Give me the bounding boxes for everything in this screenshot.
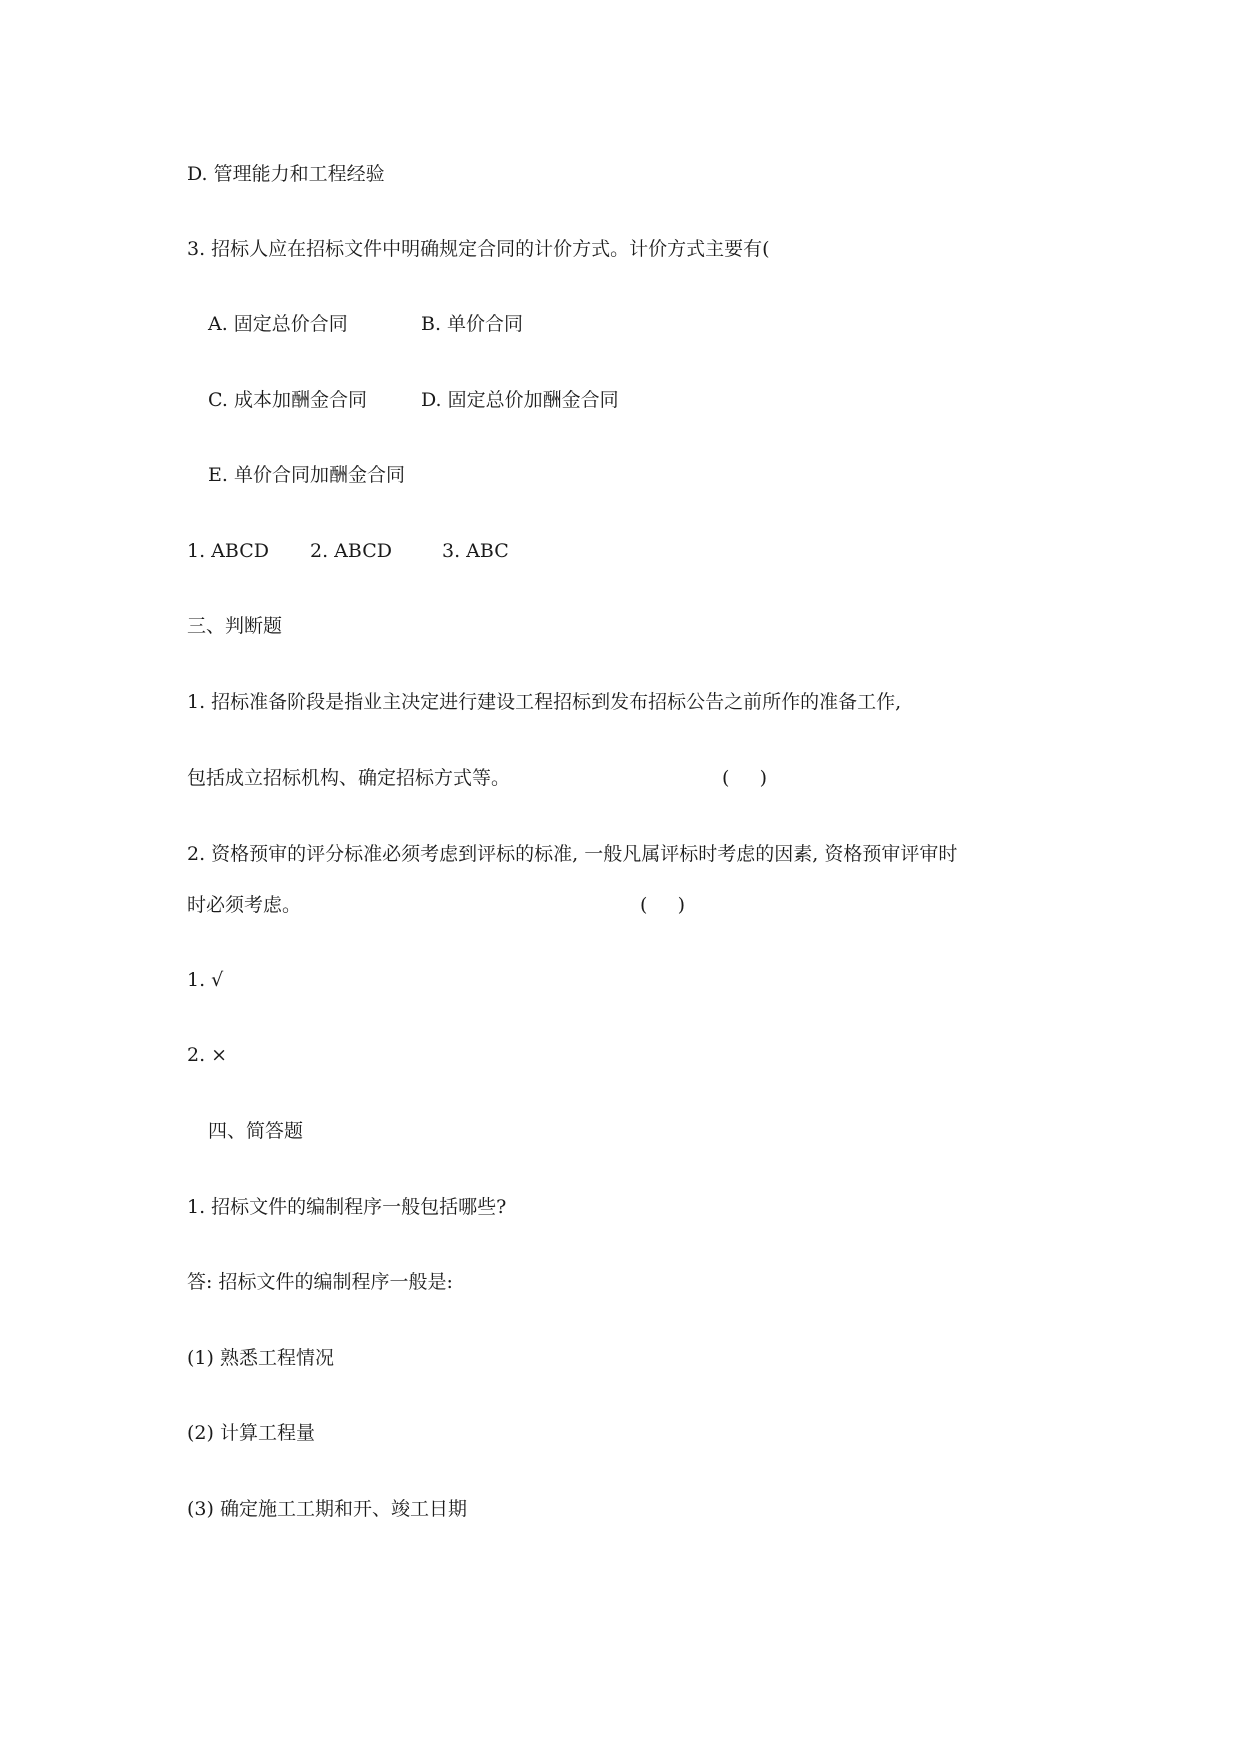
tf-question-2-answer-blank: ( ) bbox=[640, 894, 686, 916]
tf-answer-1: 1. √ bbox=[187, 969, 224, 991]
tf-question-1-line-1: 1. 招标准备阶段是指业主决定进行建设工程招标到发布招标公告之前所作的准备工作, bbox=[187, 691, 902, 713]
tf-answer-2: 2. × bbox=[187, 1044, 228, 1066]
short-answer-1-step-2: (2) 计算工程量 bbox=[187, 1422, 315, 1444]
question-3: 3. 招标人应在招标文件中明确规定合同的计价方式。计价方式主要有( bbox=[187, 238, 770, 260]
option-c: C. 成本加酬金合同 bbox=[208, 389, 367, 411]
multi-answer-3: 3. ABC bbox=[442, 540, 509, 562]
multi-answer-1: 1. ABCD bbox=[187, 540, 269, 562]
tf-question-1-answer-blank: ( ) bbox=[722, 767, 768, 789]
option-e: E. 单价合同加酬金合同 bbox=[208, 464, 405, 486]
option-b: B. 单价合同 bbox=[421, 313, 524, 335]
multi-answer-2: 2. ABCD bbox=[310, 540, 392, 562]
tf-question-2-line-2: 时必须考虑。 bbox=[187, 894, 302, 916]
short-answer-1-step-3: (3) 确定施工工期和开、竣工日期 bbox=[187, 1498, 467, 1520]
prev-option-d: D. 管理能力和工程经验 bbox=[187, 163, 385, 185]
short-answer-question-1: 1. 招标文件的编制程序一般包括哪些? bbox=[187, 1196, 507, 1218]
section-short-answer-title: 四、简答题 bbox=[208, 1120, 304, 1142]
section-judgement-title: 三、判断题 bbox=[187, 615, 283, 637]
tf-question-1-line-2: 包括成立招标机构、确定招标方式等。 bbox=[187, 767, 511, 789]
tf-question-2-line-1: 2. 资格预审的评分标准必须考虑到评标的标准, 一般凡属评标时考虑的因素, 资格预审评审时 bbox=[187, 843, 958, 865]
short-answer-1-intro: 答: 招标文件的编制程序一般是: bbox=[187, 1271, 453, 1293]
option-a: A. 固定总价合同 bbox=[208, 313, 348, 335]
option-d: D. 固定总价加酬金合同 bbox=[421, 389, 619, 411]
short-answer-1-step-1: (1) 熟悉工程情况 bbox=[187, 1347, 334, 1369]
